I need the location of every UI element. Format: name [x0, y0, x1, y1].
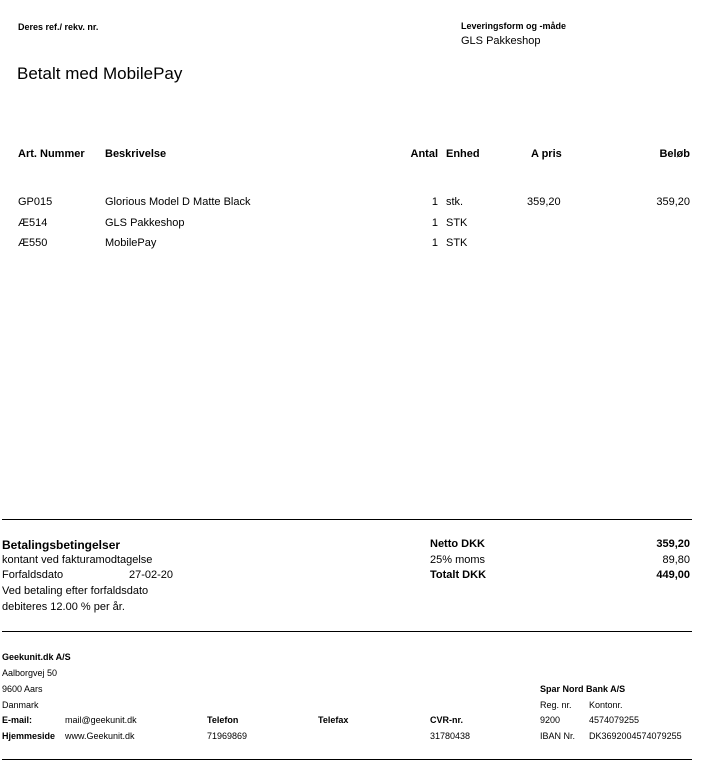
col-unit: Enhed	[446, 148, 480, 160]
due-date-value: 27-02-20	[129, 569, 174, 581]
account-label: Kontonr.	[589, 700, 623, 710]
terms-title: Betalingsbetingelser	[2, 538, 121, 552]
divider	[2, 519, 692, 520]
due-date-label: Forfaldsdato	[2, 569, 64, 581]
row-description: MobilePay	[105, 237, 157, 249]
vat-value: 89,80	[662, 554, 690, 566]
fax-label: Telefax	[318, 715, 349, 725]
row-unit: stk.	[446, 196, 464, 208]
col-price: A pris	[531, 148, 562, 160]
website-value: www.Geekunit.dk	[65, 731, 135, 741]
account-value: 4574079255	[589, 715, 640, 725]
divider	[2, 759, 692, 760]
row-unit: STK	[446, 237, 468, 249]
row-qty: 1	[431, 217, 438, 229]
bank-name: Spar Nord Bank A/S	[540, 684, 626, 694]
terms-line: kontant ved fakturamodtagelse	[2, 554, 153, 566]
col-art-nr: Art. Nummer	[18, 148, 85, 160]
row-unit: STK	[446, 217, 468, 229]
delivery-value: GLS Pakkeshop	[461, 35, 541, 47]
website-label: Hjemmeside	[2, 731, 56, 741]
row-description: Glorious Model D Matte Black	[105, 196, 251, 208]
customer-ref-label: Deres ref./ rekv. nr.	[18, 22, 99, 32]
net-value: 359,20	[656, 538, 690, 550]
terms-line: Ved betaling efter forfaldsdato	[2, 585, 149, 597]
divider	[2, 631, 692, 632]
email-label: E-mail:	[2, 715, 33, 725]
net-label: Netto DKK	[430, 538, 485, 550]
col-amount: Beløb	[659, 148, 690, 160]
col-description: Beskrivelse	[105, 148, 167, 160]
row-amount: 359,20	[656, 196, 690, 208]
company-name: Geekunit.dk A/S	[2, 652, 71, 662]
total-value: 449,00	[656, 569, 690, 581]
payment-note: Betalt med MobilePay	[17, 64, 183, 83]
row-description: GLS Pakkeshop	[105, 217, 185, 229]
email-value: mail@geekunit.dk	[65, 715, 137, 725]
col-qty: Antal	[410, 148, 438, 160]
company-street: Aalborgvej 50	[2, 668, 58, 678]
reg-value: 9200	[540, 715, 561, 725]
row-qty: 1	[431, 196, 438, 208]
vat-label: 25% moms	[430, 554, 486, 566]
phone-label: Telefon	[207, 715, 239, 725]
company-country: Danmark	[2, 700, 39, 710]
reg-label: Reg. nr.	[540, 700, 572, 710]
cvr-value: 31780438	[430, 731, 471, 741]
row-qty: 1	[431, 237, 438, 249]
iban-value: DK3692004574079255	[589, 731, 682, 741]
iban-label: IBAN Nr.	[540, 731, 576, 741]
terms-line: debiteres 12.00 % per år.	[2, 601, 125, 613]
phone-value: 71969869	[207, 731, 248, 741]
company-city: 9600 Aars	[2, 684, 43, 694]
cvr-label: CVR-nr.	[430, 715, 464, 725]
total-label: Totalt DKK	[430, 569, 487, 581]
delivery-label: Leveringsform og -måde	[461, 21, 567, 31]
row-art-nr: Æ550	[18, 237, 48, 249]
row-art-nr: GP015	[18, 196, 53, 208]
row-price: 359,20	[527, 196, 561, 208]
row-art-nr: Æ514	[18, 217, 48, 229]
